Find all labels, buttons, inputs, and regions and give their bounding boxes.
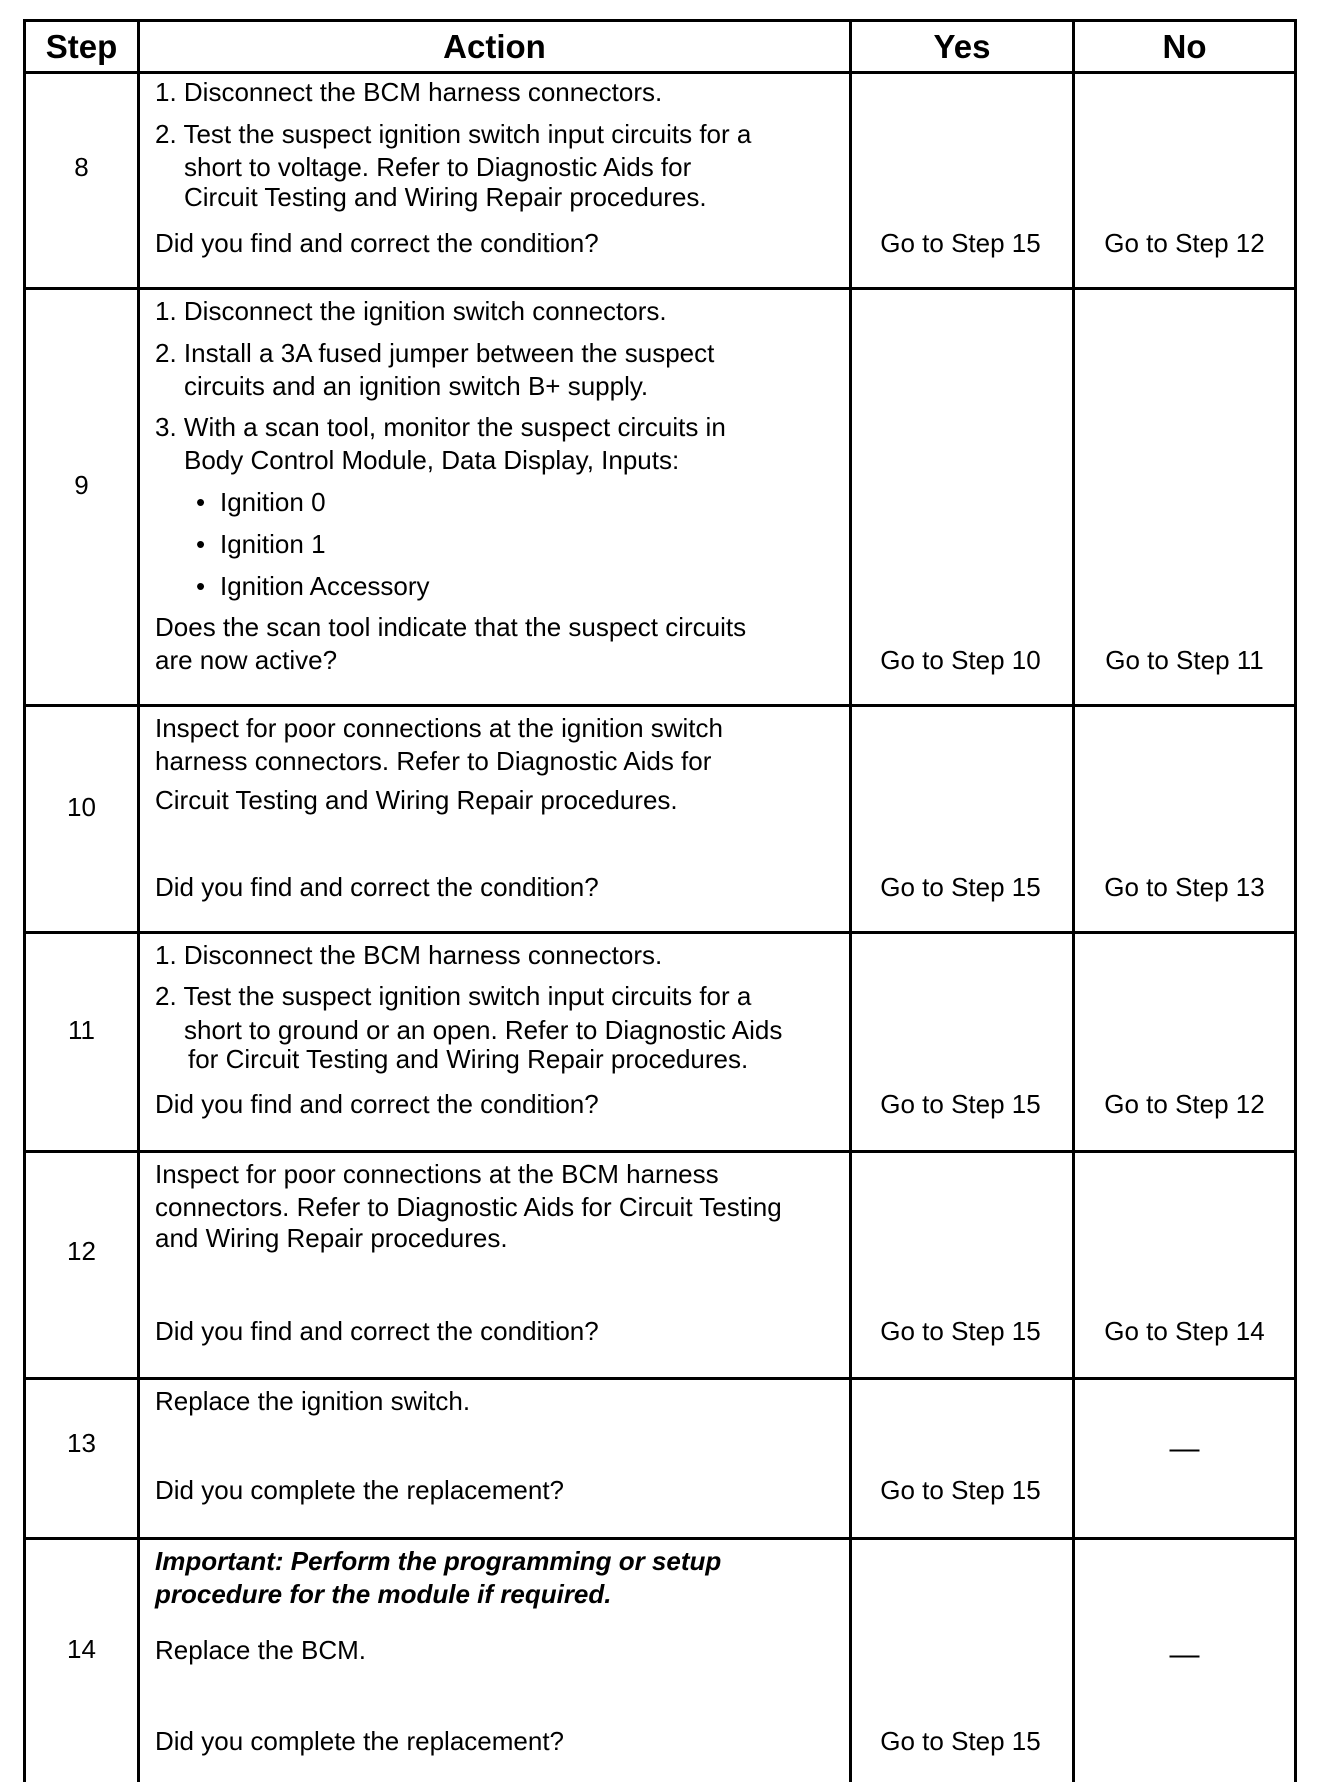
row-divider	[23, 1150, 1297, 1153]
action-question: Did you find and correct the condition?	[155, 872, 599, 902]
column-divider-step-action	[137, 19, 140, 1782]
action-line: harness connectors. Refer to Diagnostic Aids for	[155, 746, 712, 776]
step-number: 13	[67, 1428, 96, 1458]
action-line: 2. Install a 3A fused jumper between the suspect	[155, 338, 715, 368]
step-number: 14	[67, 1634, 96, 1664]
action-line: Inspect for poor connections at the ignition switch	[155, 713, 723, 743]
step-number: 9	[74, 470, 89, 500]
action-line: 2. Test the suspect ignition switch input circuits for a	[155, 119, 752, 149]
list-item: Ignition 1	[220, 529, 326, 559]
no-outcome: Go to Step 14	[1104, 1316, 1265, 1346]
action-line: 2. Test the suspect ignition switch input circuits for a	[155, 981, 752, 1011]
step-number: 10	[67, 792, 96, 822]
action-line: and Wiring Repair procedures.	[155, 1223, 508, 1253]
row-divider	[23, 931, 1297, 934]
action-line: 1. Disconnect the BCM harness connectors.	[155, 77, 663, 107]
action-line: Body Control Module, Data Display, Inputs:	[184, 445, 680, 475]
step-number: 8	[74, 152, 89, 182]
action-line: Inspect for poor connections at the BCM harness	[155, 1159, 719, 1189]
action-line: 1. Disconnect the ignition switch connectors.	[155, 296, 667, 326]
action-question: Did you complete the replacement?	[155, 1726, 565, 1756]
no-outcome: Go to Step 12	[1104, 228, 1265, 258]
list-item: Ignition Accessory	[220, 571, 430, 601]
row-divider	[23, 287, 1297, 290]
important-note: procedure for the module if required.	[155, 1579, 612, 1609]
yes-outcome: Go to Step 10	[880, 645, 1041, 675]
yes-outcome: Go to Step 15	[880, 1316, 1041, 1346]
step-number: 11	[68, 1015, 95, 1045]
table-border-left	[23, 19, 26, 1782]
action-question: Does the scan tool indicate that the suspect circuits	[155, 612, 747, 642]
no-outcome: Go to Step 12	[1104, 1089, 1265, 1119]
no-outcome-dash: —	[1169, 1432, 1200, 1465]
bullet-icon: •	[196, 571, 206, 601]
action-question: Did you find and correct the condition?	[155, 1089, 599, 1119]
header-step: Step	[45, 28, 118, 65]
action-line: for Circuit Testing and Wiring Repair procedures.	[188, 1044, 749, 1074]
row-divider	[23, 1537, 1297, 1540]
action-line: short to ground or an open. Refer to Diagnostic Aids	[184, 1015, 783, 1045]
yes-outcome: Go to Step 15	[880, 228, 1041, 258]
header-no: No	[1162, 28, 1207, 65]
action-line: Replace the BCM.	[155, 1635, 366, 1665]
row-divider	[23, 1377, 1297, 1380]
row-divider	[23, 704, 1297, 707]
action-line: circuits and an ignition switch B+ supply.	[184, 371, 649, 401]
action-question: Did you complete the replacement?	[155, 1475, 565, 1505]
header-yes: Yes	[933, 28, 991, 65]
action-question: Did you find and correct the condition?	[155, 228, 599, 258]
important-note: Important: Perform the programming or setup	[155, 1546, 722, 1576]
bullet-icon: •	[196, 529, 206, 559]
action-line: 3. With a scan tool, monitor the suspect circuits in	[155, 412, 726, 442]
yes-outcome: Go to Step 15	[880, 1089, 1041, 1119]
yes-outcome: Go to Step 15	[880, 1726, 1041, 1756]
no-outcome: Go to Step 13	[1104, 872, 1265, 902]
yes-outcome: Go to Step 15	[880, 1475, 1041, 1505]
action-line: 1. Disconnect the BCM harness connectors.	[155, 940, 663, 970]
action-line: Circuit Testing and Wiring Repair procedures.	[155, 785, 678, 815]
no-outcome: Go to Step 11	[1105, 645, 1264, 675]
action-question: are now active?	[155, 645, 338, 675]
list-item: Ignition 0	[220, 487, 326, 517]
action-line: short to voltage. Refer to Diagnostic Aids for	[184, 152, 692, 182]
yes-outcome: Go to Step 15	[880, 872, 1041, 902]
action-line: connectors. Refer to Diagnostic Aids for Circuit Testing	[155, 1192, 782, 1222]
action-line: Circuit Testing and Wiring Repair procedures.	[184, 182, 707, 212]
step-number: 12	[67, 1236, 96, 1266]
no-outcome-dash: —	[1169, 1638, 1200, 1671]
action-line: Replace the ignition switch.	[155, 1386, 471, 1416]
bullet-icon: •	[196, 487, 206, 517]
action-question: Did you find and correct the condition?	[155, 1316, 599, 1346]
header-action: Action	[443, 28, 546, 65]
